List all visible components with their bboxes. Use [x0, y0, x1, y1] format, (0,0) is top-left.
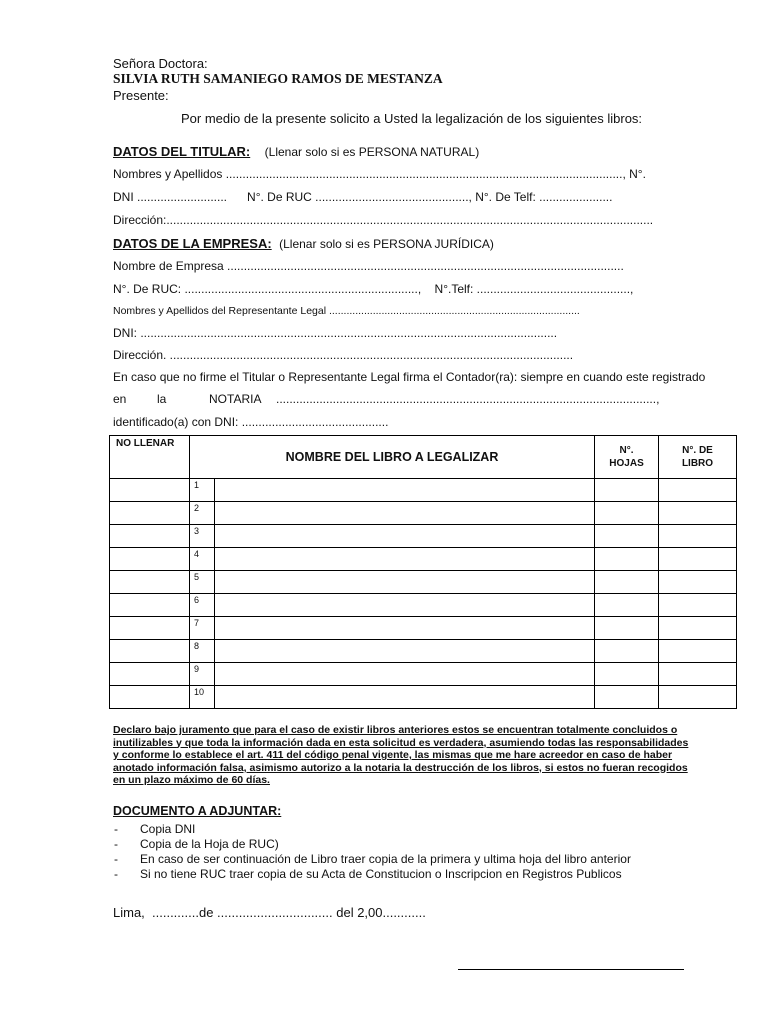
titular-address-line: Dirección:.................................................................................................................................................. — [113, 213, 654, 227]
sworn-declaration — [113, 724, 739, 787]
row-number-cell: 4 — [190, 548, 215, 571]
hojas-cell[interactable] — [595, 571, 659, 594]
document-item-label: Copia de la Hoja de RUC) — [140, 837, 279, 851]
hojas-cell[interactable] — [595, 502, 659, 525]
libro-number-cell[interactable] — [659, 571, 737, 594]
declaration-line: anotado información falsa, asimismo autorizo a la notaria la destrucción de los libros, si estos no fueran recogidos — [113, 761, 688, 774]
bullet-dash: - — [114, 822, 118, 836]
notaria-dots: .................................................................................................................., — [276, 392, 660, 406]
row-number-cell: 5 — [190, 571, 215, 594]
libro-number-cell[interactable] — [659, 686, 737, 709]
table-row — [110, 548, 737, 571]
col-libro: N°. DE LIBRO — [659, 436, 737, 479]
declaration-line: inutilizables y que toda la información dada en esta solicitud es verdadera, asumiendo todas las responsabilidades — [113, 736, 689, 749]
book-name-cell[interactable] — [215, 571, 595, 594]
col-no-llenar: NO LLENAR — [110, 436, 190, 479]
books-table — [109, 435, 737, 709]
no-llenar-cell[interactable] — [110, 617, 190, 640]
hojas-cell[interactable] — [595, 686, 659, 709]
libro-number-cell[interactable] — [659, 479, 737, 502]
hojas-cell[interactable] — [595, 548, 659, 571]
hojas-cell[interactable] — [595, 525, 659, 548]
book-name-cell[interactable] — [215, 479, 595, 502]
date-line: Lima, .............de ................................ del 2,00............ — [113, 905, 426, 920]
row-number-cell: 9 — [190, 663, 215, 686]
empresa-note: (Llenar solo si es PERSONA JURÍDICA) — [279, 237, 494, 251]
intro-text: Por medio de la presente solicito a Usted la legalización de los siguientes libros: — [181, 111, 643, 126]
hojas-cell[interactable] — [595, 479, 659, 502]
titular-section — [113, 143, 479, 161]
book-name-cell[interactable] — [215, 594, 595, 617]
book-name-cell[interactable] — [215, 525, 595, 548]
table-row — [110, 686, 737, 709]
hojas-cell[interactable] — [595, 617, 659, 640]
no-llenar-cell[interactable] — [110, 663, 190, 686]
no-llenar-cell[interactable] — [110, 479, 190, 502]
book-name-cell[interactable] — [215, 640, 595, 663]
signature-line — [458, 969, 684, 970]
document-item — [114, 867, 631, 882]
empresa-ruc-line: N°. De RUC: ......................................................................, N°.Telf: .............................................., — [113, 282, 634, 296]
titular-note: (Llenar solo si es PERSONA NATURAL) — [264, 145, 480, 159]
documents-list — [114, 822, 631, 882]
table-row — [110, 594, 737, 617]
table-row — [110, 525, 737, 548]
titular-heading: DATOS DEL TITULAR: — [113, 144, 251, 159]
titular-names-line: Nombres y Apellidos ......................................................................................................................., N°. — [113, 167, 646, 181]
libro-number-cell[interactable] — [659, 640, 737, 663]
bullet-dash: - — [114, 852, 118, 866]
identificado-line: identificado(a) con DNI: ............................................ — [113, 415, 389, 429]
row-number-cell: 3 — [190, 525, 215, 548]
empresa-address-line: Dirección. ......................................................................................................................... — [113, 348, 574, 362]
no-llenar-cell[interactable] — [110, 571, 190, 594]
table-row — [110, 617, 737, 640]
libro-number-cell[interactable] — [659, 525, 737, 548]
declaration-line: Declaro bajo juramento que para el caso de existir libros anteriores estos se encuentran totalmente concluidos o — [113, 724, 678, 736]
empresa-dni-line: DNI: ............................................................................................................................. — [113, 326, 558, 340]
document-item-label: Si no tiene RUC traer copia de su Acta de Constitucion o Inscripcion en Registros Publicos — [140, 867, 622, 881]
declaration-line: y conforme lo establece el art. 411 del código penal vigente, las mismas que me hare acreedor en caso de haber — [113, 749, 673, 761]
hojas-cell[interactable] — [595, 663, 659, 686]
row-number-cell: 6 — [190, 594, 215, 617]
table-row — [110, 479, 737, 502]
no-llenar-cell[interactable] — [110, 502, 190, 525]
bullet-dash: - — [114, 867, 118, 881]
table-row — [110, 640, 737, 663]
table-row — [110, 663, 737, 686]
table-row — [110, 571, 737, 594]
empresa-heading: DATOS DE LA EMPRESA: — [113, 236, 272, 251]
notaria-word: NOTARIA — [209, 392, 262, 406]
no-llenar-cell[interactable] — [110, 525, 190, 548]
col-hojas: N°. HOJAS — [595, 436, 659, 479]
col-nombre-libro: NOMBRE DEL LIBRO A LEGALIZAR — [190, 436, 595, 479]
empresa-rep-line: Nombres y Apellidos del Representante Legal ...................................................................................... — [113, 305, 580, 317]
row-number-cell: 7 — [190, 617, 215, 640]
notaria-word-la: la — [157, 392, 167, 406]
titular-dni-line: DNI ........................... N°. De RUC .............................................., N°. De Telf: ...................... — [113, 190, 613, 204]
book-name-cell[interactable] — [215, 502, 595, 525]
table-header-row — [110, 436, 737, 479]
book-name-cell[interactable] — [215, 663, 595, 686]
document-item-label: Copia DNI — [140, 822, 196, 836]
bullet-dash: - — [114, 837, 118, 851]
declaration-line: en un plazo máximo de 60 días. — [113, 774, 270, 786]
no-llenar-cell[interactable] — [110, 548, 190, 571]
row-number-cell: 2 — [190, 502, 215, 525]
empresa-name-line: Nombre de Empresa ....................................................................................................................... — [113, 259, 624, 273]
row-number-cell: 8 — [190, 640, 215, 663]
addressee: SILVIA RUTH SAMANIEGO RAMOS DE MESTANZA — [113, 71, 443, 86]
libro-number-cell[interactable] — [659, 663, 737, 686]
no-llenar-cell[interactable] — [110, 640, 190, 663]
document-item — [114, 837, 631, 852]
document-item — [114, 852, 631, 867]
no-llenar-cell[interactable] — [110, 686, 190, 709]
table-row — [110, 502, 737, 525]
presente: Presente: — [113, 88, 169, 103]
hojas-cell[interactable] — [595, 640, 659, 663]
libro-number-cell[interactable] — [659, 617, 737, 640]
document-item-label: En caso de ser continuación de Libro traer copia de la primera y ultima hoja del libro anterior — [140, 852, 631, 866]
greeting: Señora Doctora: — [113, 56, 208, 71]
book-name-cell[interactable] — [215, 686, 595, 709]
book-name-cell[interactable] — [215, 548, 595, 571]
contador-note: En caso que no firme el Titular o Representante Legal firma el Contador(ra): siempre en cuando este registrado — [113, 370, 706, 384]
libro-number-cell[interactable] — [659, 502, 737, 525]
libro-number-cell[interactable] — [659, 594, 737, 617]
hojas-cell[interactable] — [595, 594, 659, 617]
row-number-cell: 10 — [190, 686, 215, 709]
row-number-cell: 1 — [190, 479, 215, 502]
book-name-cell[interactable] — [215, 617, 595, 640]
no-llenar-cell[interactable] — [110, 594, 190, 617]
notaria-word-en: en — [113, 392, 127, 406]
libro-number-cell[interactable] — [659, 548, 737, 571]
documents-heading: DOCUMENTO A ADJUNTAR: — [113, 804, 282, 818]
empresa-section — [113, 235, 494, 253]
document-item — [114, 822, 631, 837]
